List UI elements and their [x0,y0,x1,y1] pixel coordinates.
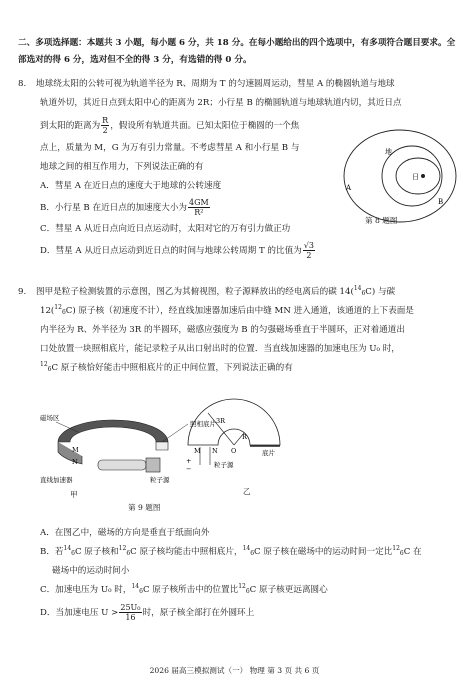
q9-line2: C) 原子核（初速度不计），经直线加速器加速后由中缝 MN 进入通道，该通道的上下表面是 [65,306,414,316]
fraction-r-over-2: $\frac{R}{2}$ [102,116,109,135]
page-footer: 2026 届高三模拟测试（一） 物理 第 3 页 共 6 页 [149,666,320,675]
label-field-region: 磁场区 [40,414,60,422]
q9-option-b-line2: 磁场中的运动时间小 [52,566,130,576]
label-plus: + [186,457,192,465]
label-asteroid-b: B [438,198,444,206]
fraction-4gm: $\frac{4GM}{\text{R²}}$ [189,198,209,217]
question-9-options [18,524,458,626]
label-film: 底片 [262,449,275,457]
label-r: R [242,433,247,441]
label-o: O [231,447,237,455]
label-m: M [72,446,79,454]
label-minus: − [186,465,192,473]
label-earth: 地 [385,148,392,156]
question-number: 9. [18,287,27,297]
section-title: 二、多项选择题：本题共 3 小题，每小题 6 分，共 18 分。在每小题给出的四个选项中，有多项符合题目要求。全部选对的得 6 分，选对但不全的得 3 分，有选错的得 0 分。 [18,38,456,65]
q9-line5: C 原子核恰好能击中照相底片的正中间位置，下列说法正确的有 [51,363,293,373]
q9-line1: 图甲是粒子检测装置的示意图，图乙为其俯视图，粒子源释放出的经电离后的碳 14( [36,287,354,297]
fraction-25u0-over-16: $\frac{\text{25U₀}}{16}$ [120,603,141,622]
question-9: 9. 图甲是粒子检测装置的示意图，图乙为其俯视图，粒子源释放出的经电离后的碳 14($^{14}_6$C) 与碳 12($^{12}_6$C) 原子核（初速度不计），经直线加速器加速后由中缝 MN 进入通道，该通道的上下表面是 内半径为 R、外半径为 3R 的半圆环，磁感应强度为 B 的匀强磁场垂直于半圆环，正对着通道出 口处放置一块照相底片，能记录粒子从出口射出时的位置．当直线加速器的加速电压为 U₀ 时， $^{12}_6$C 原子核恰好能击中照相底片的正中间位置，下列说法正确的有 [18,283,458,378]
question-number: 8. [18,79,27,89]
q9-line3: 内半径为 R、外半径为 3R 的半圆环，磁感应强度为 B 的匀强磁场垂直于半圆环，正对着通道出 [40,325,405,335]
q9-line4: 口处放置一块照相底片，能记录粒子从出口射出时的位置．当直线加速器的加速电压为 U₀ 时， [40,344,400,354]
q8-option-c: C．彗星 A 从近日点向近日点运动时，太阳对它的万有引力做正功 [40,224,291,234]
q9-option-c: C．加速电压为 U₀ 时，$^{14}_6$C 原子核所击中的位置比$^{12}_6$C 原子核更远离圆心 [40,582,328,596]
label-n: N [212,447,218,455]
label-source: 粒子源 [214,461,234,469]
figure-a-caption: 甲 [70,490,78,499]
isotope-c14: $^{14}_6$ [353,284,366,298]
q9-option-b: B．若$^{14}_6$C 原子核和$^{12}_6$C 原子核均能击中照相底片，$^{14}_6$C 原子核在磁场中的运动时间一定比$^{12}_6$C 在 [40,544,422,558]
isotope-c12: $^{12}_6$ [40,360,52,374]
q8-line1: 地球绕太阳的公转可视为轨道半径为 R、周期为 T 的匀速圆周运动，彗星 A 的椭圆轨道与地球 [36,79,395,89]
detector-top-view [180,395,290,473]
q8-option-d: D．彗星 A 从近日点运动到近日点的时间与地球公转周期 T 的比值为 [40,246,302,256]
orbit-diagram [340,128,458,230]
q8-option-a: A．彗星 A 在近日点的速度大于地球的公转速度 [40,181,222,191]
fraction-sqrt3-over-2: $\frac{√3}{2}$ [303,241,314,260]
label-accelerator: 直线加速器 [40,476,73,484]
figure-9-caption: 第 9 题图 [128,503,161,512]
q8-line4: 点上，质量为 M，G 为万有引力常量。不考虑彗星 A 和小行星 B 与 [40,143,300,153]
figure-b-caption: 乙 [243,487,251,496]
q8-option-b: B．小行星 B 在近日点的加速度大小为 [40,203,188,213]
q8-line3a: 到太阳的距离为 [40,121,101,131]
figure-8-caption: 第 8 题图 [365,216,398,225]
isotope-c12: $^{12}_6$ [54,303,66,317]
q8-line3b: ，假设所有轨道共面。已知太阳位于椭圆的一个焦 [110,121,300,131]
label-comet-a: A [346,184,352,192]
label-film: 照相底片 [190,420,216,428]
label-3r: 3R [216,417,226,425]
label-n: N [72,458,78,466]
label-sun: 日 [412,173,419,181]
q8-line2: 轨道外切，其近日点到太阳中心的距离为 2R；小行星 B 的椭圆轨道与地球轨道内切，其近日点 [40,98,402,108]
q9-option-a: A．在图乙中，磁场的方向是垂直于纸面向外 [40,528,210,538]
label-m: M [194,447,201,455]
q8-line5: 地球之间的相互作用力，下列说法正确的有 [40,162,204,172]
label-source: 粒子源 [150,476,170,484]
q9-option-d: D．当加速电压 U > $\frac{\text{25U₀}}{16}$ 时，原子核全部打在外圆环上 [40,603,255,622]
